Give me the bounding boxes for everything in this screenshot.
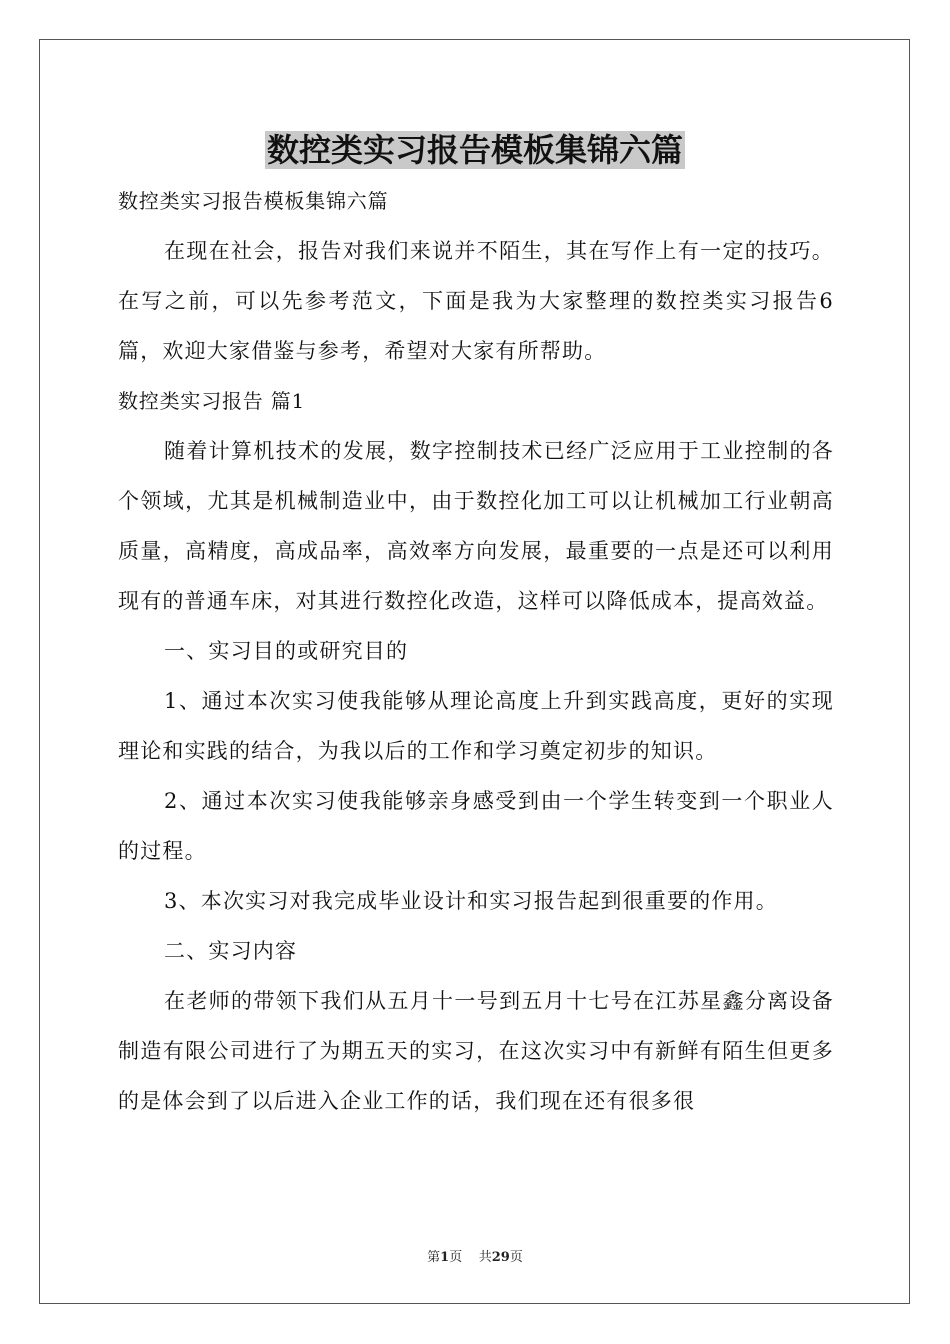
document-title bbox=[0, 128, 950, 172]
body-paragraph: 在老师的带领下我们从五月十一号到五月十七号在江苏星鑫分离设备制造有限公司进行了为期五天的实习，在这次实习中有新鲜有陌生但更多的是体会到了以后进入企业工作的话，我们现在还有很多很 bbox=[118, 989, 834, 1113]
list-item: 3、本次实习对我完成毕业设计和实习报告起到很重要的作用。 bbox=[164, 889, 778, 913]
page-current: 1 bbox=[440, 1250, 450, 1265]
page-total: 29 bbox=[491, 1250, 510, 1265]
document-body bbox=[118, 176, 834, 1126]
total-prefix: 共 bbox=[478, 1250, 492, 1265]
page-suffix: 页 bbox=[449, 1250, 463, 1265]
subtitle-paragraph: 数控类实习报告模板集锦六篇 bbox=[118, 189, 389, 213]
page-prefix: 第 bbox=[427, 1250, 441, 1265]
page-footer bbox=[0, 1246, 950, 1265]
intro-paragraph: 在现在社会，报告对我们来说并不陌生，其在写作上有一定的技巧。在写之前，可以先参考范文，下面是我为大家整理的数控类实习报告6篇，欢迎大家借鉴与参考，希望对大家有所帮助。 bbox=[118, 239, 834, 363]
total-suffix: 页 bbox=[509, 1250, 523, 1265]
list-heading: 一、实习目的或研究目的 bbox=[164, 639, 409, 663]
section-heading: 数控类实习报告 篇1 bbox=[118, 389, 306, 413]
list-item: 2、通过本次实习使我能够亲身感受到由一个学生转变到一个职业人的过程。 bbox=[118, 789, 834, 863]
document-title-text: 数控类实习报告模板集锦六篇 bbox=[266, 131, 683, 169]
body-paragraph: 随着计算机技术的发展，数字控制技术已经广泛应用于工业控制的各个领域，尤其是机械制造业中，由于数控化加工可以让机械加工行业朝高质量，高精度，高成品率，高效率方向发展，最重要的一点是还可以利用现有的普通车床，对其进行数控化改造，这样可以降低成本，提高效益。 bbox=[118, 439, 834, 613]
list-heading: 二、实习内容 bbox=[164, 939, 298, 963]
list-item: 1、通过本次实习使我能够从理论高度上升到实践高度，更好的实现理论和实践的结合，为我以后的工作和学习奠定初步的知识。 bbox=[118, 689, 834, 763]
